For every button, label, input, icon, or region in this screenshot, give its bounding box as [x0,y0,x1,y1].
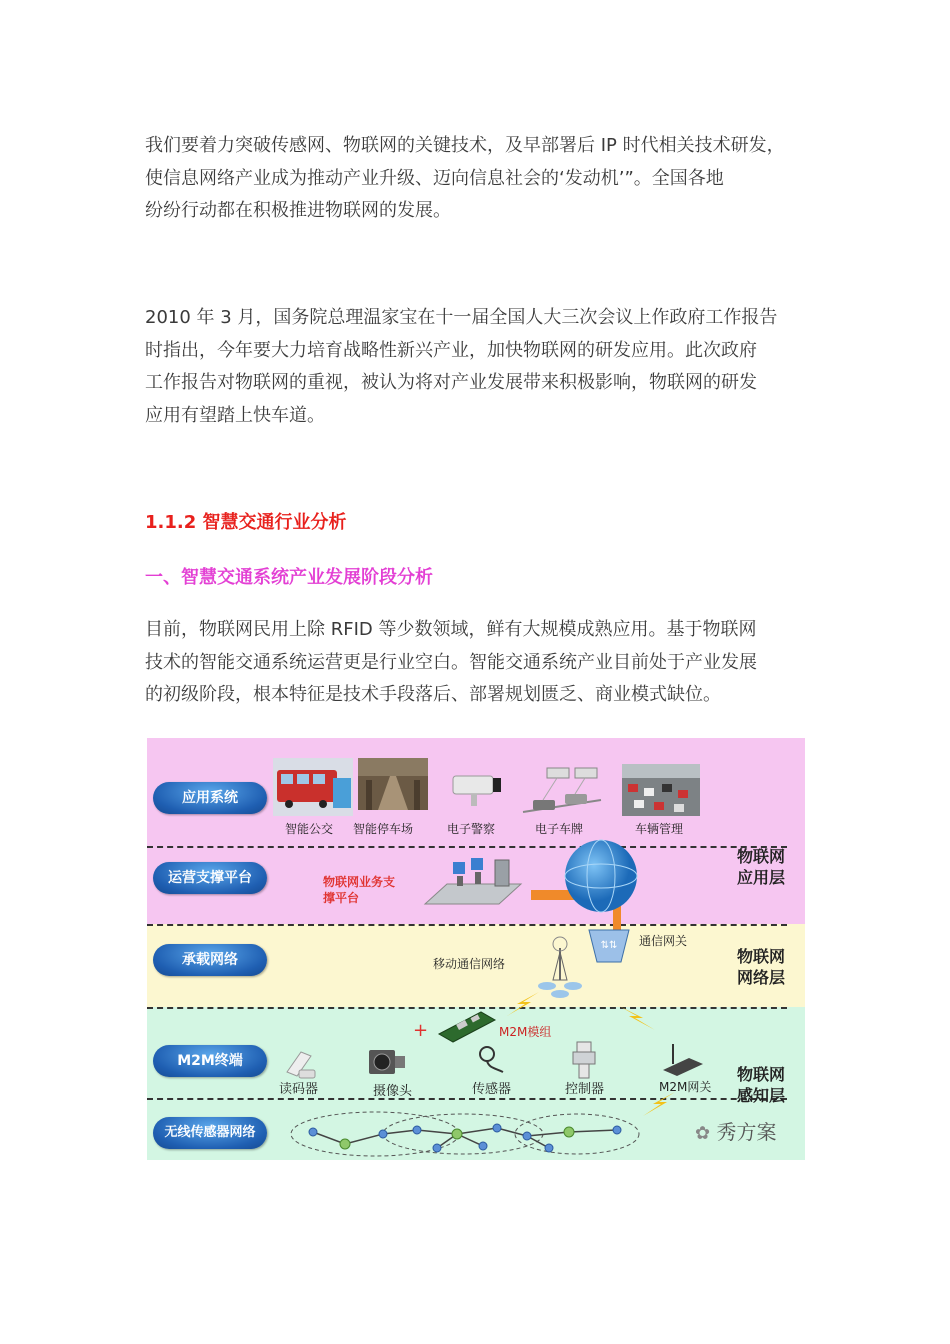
divider-line [147,924,787,926]
pill-m2m-terminal: M2M终端 [153,1045,267,1077]
m2m-module-icon [437,1008,497,1044]
layer-label-network [737,946,785,988]
controller-icon [567,1038,601,1082]
pill-bearer-network: 承载网络 [153,944,267,976]
platform-label-line: 物联网业务支 [323,875,396,889]
electronic-plate-photo [519,766,605,818]
camera-icon [365,1044,409,1082]
paragraph-line: 的初级阶段，根本特征是技术手段落后、部署规划匮乏、商业模式缺位。 [145,684,721,705]
globe-connector-icon [531,838,641,938]
terminal-item-label: 读码器 [279,1082,319,1097]
platform-label-line: 撑平台 [323,891,360,905]
subsection-heading: 一、智慧交通系统产业发展阶段分析 [145,567,433,588]
pill-ops-platform: 运营支撑平台 [153,862,267,894]
paragraph-line: 我们要着力突破传感网、物联网的关键技术，及早部署后 IP 时代相关技术研发， [145,135,785,156]
platform-label [323,874,395,906]
sensor-network-graph [287,1108,647,1158]
paragraph-line: 工作报告对物联网的重视，被认为将对产业发展带来积极影响，物联网的研发 [145,372,757,393]
pill-app-system: 应用系统 [153,782,267,814]
paragraph-3 [145,614,817,712]
paragraph-line: 技术的智能交通系统运营更是行业空白。智能交通系统产业目前处于产业发展 [145,651,757,673]
layer-label-line: 感知层 [737,1086,786,1105]
app-item-label: 电子车牌 [535,822,584,836]
plus-icon: + [413,1020,429,1041]
lightning-icon [503,990,543,1018]
layer-label-line: 物联网 [737,847,786,866]
watermark [695,1116,776,1145]
paragraph-line: 2010 年 3 月，国务院总理温家宝在十一届全国人大三次会议上作政府工作报告 [145,307,778,328]
app-item-label: 电子警察 [447,822,496,836]
paragraph-line: 使信息网络产业成为推动产业升级、迈向信息社会的‘发动机’”。全国各地 [145,167,724,189]
layer-label-perception [737,1064,785,1106]
section-heading: 1.1.2 智慧交通行业分析 [145,512,347,533]
svg-text:⇅⇅: ⇅⇅ [600,940,618,951]
lightning-icon [617,1004,657,1032]
layer-label-application [737,846,785,888]
watermark-text: 秀方案 [716,1120,777,1144]
layer-label-line: 物联网 [737,947,786,966]
wechat-icon: ✿ [695,1123,711,1144]
bus-photo [273,758,353,816]
terminal-item-label: 控制器 [565,1082,605,1097]
code-reader-icon [281,1042,321,1082]
app-item-label: 车辆管理 [635,822,684,836]
paragraph-line: 纷纷行动都在积极推进物联网的发展。 [145,200,451,221]
m2m-gateway-icon [659,1040,707,1080]
paragraph-line: 目前，物联网民用上除 RFID 等少数领域，鲜有大规模成熟应用。基于物联网 [145,619,757,640]
divider-line [147,1098,787,1100]
paragraph-1 [145,130,817,228]
app-item-label: 智能公交 [285,822,334,836]
server-platform-icon [423,854,523,908]
terminal-item-label: 摄像头 [373,1084,413,1099]
gateway-icon [587,926,631,966]
m2m-module-label: M2M模组 [499,1025,552,1039]
app-item-label: 智能停车场 [353,822,414,836]
mobile-network-label: 移动通信网络 [433,957,506,971]
divider-line [147,846,787,848]
layer-label-line: 应用层 [737,868,786,887]
terminal-item-label: 传感器 [472,1082,512,1097]
gateway-label: 通信网关 [639,934,688,948]
paragraph-line: 时指出，今年要大力培育战略性新兴产业，加快物联网的研发应用。此次政府 [145,339,757,361]
pill-wsn: 无线传感器网络 [153,1117,267,1149]
iot-architecture-diagram [147,738,805,1160]
terminal-item-label: M2M网关 [659,1080,712,1094]
police-camera-photo [447,766,507,810]
layer-label-line: 网络层 [737,968,786,987]
layer-label-line: 物联网 [737,1065,786,1084]
sensor-icon [473,1042,509,1078]
paragraph-line: 应用有望踏上快车道。 [145,404,325,426]
paragraph-2 [145,302,817,432]
parking-lot-photo [358,758,428,810]
vehicle-traffic-photo [622,764,700,816]
